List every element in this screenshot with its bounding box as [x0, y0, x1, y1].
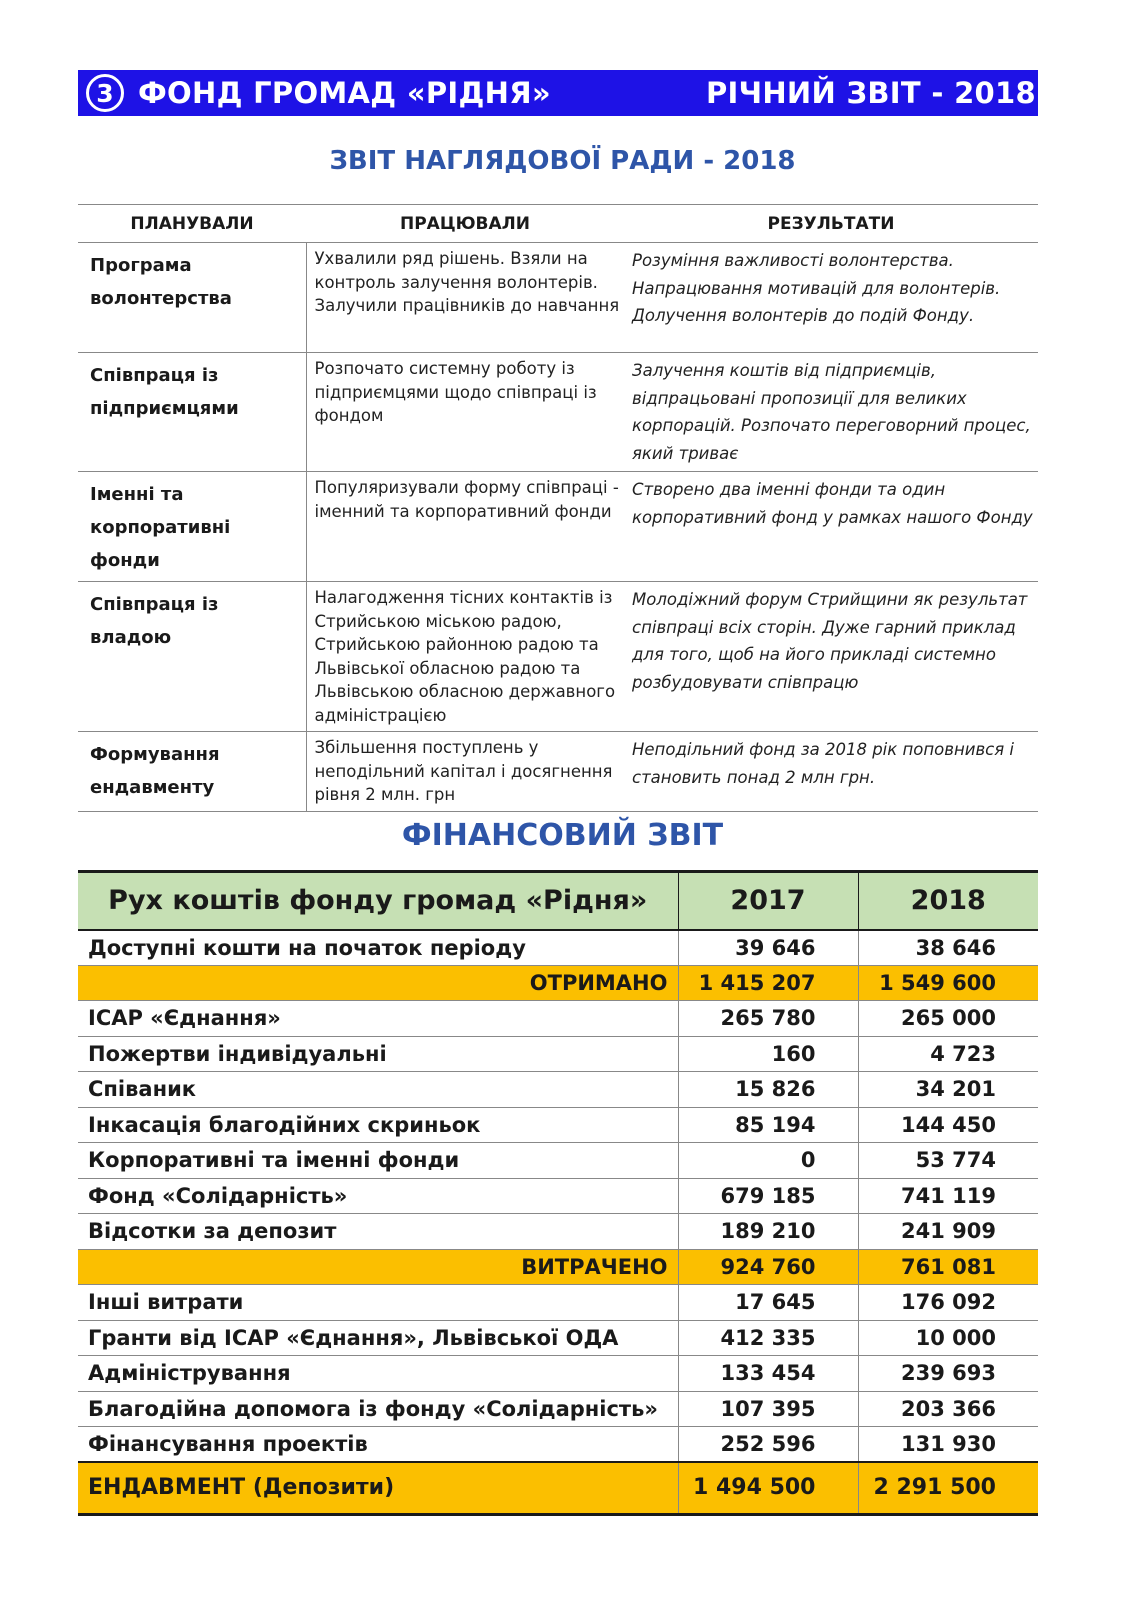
financial-row-label: Благодійна допомога із фонду «Солідарність» — [78, 1391, 678, 1427]
planned-cell: Співпраця із підприємцями — [78, 353, 306, 472]
financial-header-2017: 2017 — [678, 872, 858, 930]
financial-value-2017: 160 — [678, 1036, 858, 1072]
column-header-worked: ПРАЦЮВАЛИ — [306, 205, 624, 243]
financial-endowment-row — [78, 1462, 1038, 1514]
financial-value-2018: 53 774 — [858, 1143, 1038, 1179]
financial-row-label: ОТРИМАНО — [78, 965, 678, 1001]
financial-value-2018: 265 000 — [858, 1001, 1038, 1037]
financial-value-2018: 176 092 — [858, 1285, 1038, 1321]
financial-value-2017: 107 395 — [678, 1391, 858, 1427]
financial-value-2018: 10 000 — [858, 1320, 1038, 1356]
worked-cell: Налагодження тісних контактів із Стрийською міською радою, Стрийською районною радою та Львівської обласною радою та Львівською обласною державного адміністрацією — [306, 582, 624, 732]
board-row — [78, 472, 1038, 582]
results-cell: Неподільний фонд за 2018 рік поповнився і становить понад 2 млн грн. — [632, 740, 1015, 787]
financial-value-2018: 4 723 — [858, 1036, 1038, 1072]
financial-row-label: ІСАР «Єднання» — [78, 1001, 678, 1037]
financial-value-2018: 741 119 — [858, 1178, 1038, 1214]
financial-row — [78, 1001, 1038, 1037]
banner-title: ФОНД ГРОМАД «РІДНЯ» — [138, 76, 551, 110]
financial-row — [78, 1356, 1038, 1392]
financial-row — [78, 1143, 1038, 1179]
financial-report-title: ФІНАНСОВИЙ ЗВІТ — [401, 818, 724, 853]
planned-cell: Програма волонтерства — [78, 243, 306, 353]
financial-row — [78, 1285, 1038, 1321]
board-report-title: ЗВІТ НАГЛЯДОВОЇ РАДИ - 2018 — [329, 146, 796, 176]
financial-value-2018: 239 693 — [858, 1356, 1038, 1392]
worked-cell: Популяризували форму співпраці - іменний та корпоративний фонди — [306, 472, 624, 582]
financial-row — [78, 1427, 1038, 1463]
board-row — [78, 243, 1038, 353]
header-banner — [78, 70, 1038, 116]
financial-value-2017: 39 646 — [678, 930, 858, 966]
financial-value-2017: 17 645 — [678, 1285, 858, 1321]
financial-value-2017: 1 494 500 — [678, 1462, 858, 1514]
financial-value-2017: 189 210 — [678, 1214, 858, 1250]
financial-table-header — [78, 872, 1038, 930]
financial-row-label: Гранти від ІСАР «Єднання», Львівської ОДА — [78, 1320, 678, 1356]
financial-row — [78, 1214, 1038, 1250]
financial-row-label: Доступні кошти на початок періоду — [78, 930, 678, 966]
worked-cell: Збільшення поступлень у неподільний капітал і досягнення рівня 2 млн. грн — [306, 732, 624, 812]
board-report-table — [78, 204, 1038, 812]
financial-row — [78, 1072, 1038, 1108]
financial-subtotal-row — [78, 1249, 1038, 1285]
section-number-badge: 3 — [86, 74, 124, 112]
financial-row-label: Адміністрування — [78, 1356, 678, 1392]
results-cell: Створено два іменні фонди та один корпоративний фонд у рамках нашого Фонду — [632, 480, 1033, 527]
results-cell: Молодіжний форум Стрийщини як результат співпраці всіх сторін. Дуже гарний приклад для того, щоб на його прикладі системно розбудовувати співпрацю — [632, 590, 1028, 692]
financial-row — [78, 1178, 1038, 1214]
financial-value-2017: 679 185 — [678, 1178, 858, 1214]
financial-row-label: Інші витрати — [78, 1285, 678, 1321]
financial-value-2018: 761 081 — [858, 1249, 1038, 1285]
results-cell: Розуміння важливості волонтерства. Напрацювання мотивацій для волонтерів. Долучення волонтерів до подій Фонду. — [632, 251, 1001, 325]
financial-value-2017: 1 415 207 — [678, 965, 858, 1001]
board-row — [78, 732, 1038, 812]
financial-value-2017: 412 335 — [678, 1320, 858, 1356]
financial-value-2018: 144 450 — [858, 1107, 1038, 1143]
worked-cell: Ухвалили ряд рішень. Взяли на контроль залучення волонтерів. Залучили працівників до навчання — [306, 243, 624, 353]
banner-report-label: РІЧНИЙ ЗВІТ - 2018 — [705, 76, 1036, 110]
planned-cell: Формування ендавменту — [78, 732, 306, 812]
financial-header-2018: 2018 — [858, 872, 1038, 930]
financial-value-2017: 133 454 — [678, 1356, 858, 1392]
financial-value-2017: 265 780 — [678, 1001, 858, 1037]
planned-cell: Іменні та корпоративні фонди — [78, 472, 306, 582]
financial-value-2018: 241 909 — [858, 1214, 1038, 1250]
financial-row — [78, 930, 1038, 966]
board-table-header — [78, 205, 1038, 243]
financial-value-2018: 131 930 — [858, 1427, 1038, 1463]
financial-row-label: Корпоративні та іменні фонди — [78, 1143, 678, 1179]
financial-row — [78, 1391, 1038, 1427]
financial-value-2018: 203 366 — [858, 1391, 1038, 1427]
financial-row — [78, 1107, 1038, 1143]
financial-row-label: Відсотки за депозит — [78, 1214, 678, 1250]
board-row — [78, 582, 1038, 732]
financial-value-2017: 252 596 — [678, 1427, 858, 1463]
financial-value-2017: 85 194 — [678, 1107, 858, 1143]
financial-row — [78, 1320, 1038, 1356]
results-cell: Залучення коштів від підприємців, відпрацьовані пропозиції для великих корпорацій. Розпочато переговорний процес, який триває — [632, 361, 1031, 463]
financial-value-2018: 1 549 600 — [858, 965, 1038, 1001]
financial-value-2017: 15 826 — [678, 1072, 858, 1108]
financial-value-2018: 34 201 — [858, 1072, 1038, 1108]
financial-table — [78, 870, 1038, 1516]
column-header-planned: ПЛАНУВАЛИ — [78, 205, 306, 243]
financial-header-label: Рух коштів фонду громад «Рідня» — [78, 872, 678, 930]
financial-row-label: Інкасація благодійних скриньок — [78, 1107, 678, 1143]
financial-subtotal-row — [78, 965, 1038, 1001]
worked-cell: Розпочато системну роботу із підприємцями щодо співпраці із фондом — [306, 353, 624, 472]
financial-value-2017: 0 — [678, 1143, 858, 1179]
column-header-results: РЕЗУЛЬТАТИ — [624, 205, 1038, 243]
planned-cell: Співпраця із владою — [78, 582, 306, 732]
financial-row — [78, 1036, 1038, 1072]
financial-row-label: ВИТРАЧЕНО — [78, 1249, 678, 1285]
financial-row-label: ЕНДАВМЕНТ (Депозити) — [78, 1462, 678, 1514]
financial-value-2018: 2 291 500 — [858, 1462, 1038, 1514]
financial-row-label: Фінансування проектів — [78, 1427, 678, 1463]
financial-value-2018: 38 646 — [858, 930, 1038, 966]
financial-row-label: Фонд «Солідарність» — [78, 1178, 678, 1214]
financial-value-2017: 924 760 — [678, 1249, 858, 1285]
financial-row-label: Пожертви індивідуальні — [78, 1036, 678, 1072]
financial-row-label: Співаник — [78, 1072, 678, 1108]
board-row — [78, 353, 1038, 472]
